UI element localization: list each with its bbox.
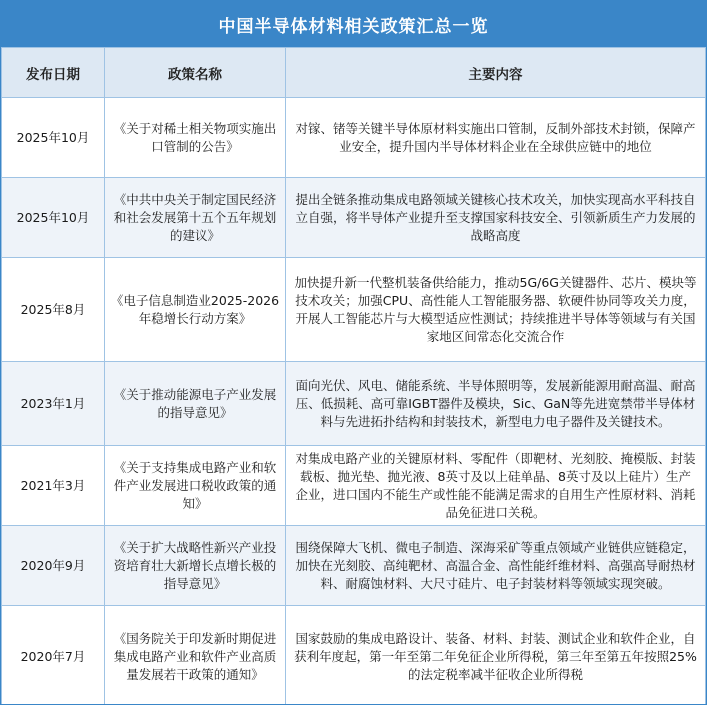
row-date: 2025年10月 <box>2 98 105 178</box>
row-date: 2021年3月 <box>2 446 105 526</box>
row-policy-name: 《电子信息制造业2025-2026年稳增长行动方案》 <box>105 258 286 362</box>
header-name: 政策名称 <box>105 48 286 98</box>
policy-table <box>1 47 706 705</box>
table-row <box>2 606 706 705</box>
row-content: 国家鼓励的集成电路设计、装备、材料、封装、测试企业和软件企业，自获利年度起，第一年至第二年免征企业所得税，第三年至第五年按照25%的法定税率减半征收企业所得税 <box>286 606 706 705</box>
row-date: 2020年7月 <box>2 606 105 705</box>
row-content: 提出全链条推动集成电路领域关键核心技术攻关，加快实现高水平科技自立自强，将半导体产业提升至支撑国家科技安全、引领新质生产力发展的战略高度 <box>286 178 706 258</box>
header-row <box>2 48 706 98</box>
row-date: 2023年1月 <box>2 362 105 446</box>
table-title: 中国半导体材料相关政策汇总一览 <box>1 1 706 47</box>
row-policy-name: 《关于推动能源电子产业发展的指导意见》 <box>105 362 286 446</box>
row-content: 加快提升新一代整机装备供给能力，推动5G/6G关键器件、芯片、模块等技术攻关；加强CPU、高性能人工智能服务器、软硬件协同等攻关力度，开展人工智能芯片与大模型适应性测试；持续推进半导体等领域与有关国家地区间常态化交流合作 <box>286 258 706 362</box>
header-content: 主要内容 <box>286 48 706 98</box>
table-row <box>2 178 706 258</box>
row-date: 2025年10月 <box>2 178 105 258</box>
row-policy-name: 《国务院关于印发新时期促进集成电路产业和软件产业高质量发展若干政策的通知》 <box>105 606 286 705</box>
row-policy-name: 《关于支持集成电路产业和软件产业发展进口税收政策的通知》 <box>105 446 286 526</box>
table-row <box>2 446 706 526</box>
header-date: 发布日期 <box>2 48 105 98</box>
table-row <box>2 362 706 446</box>
row-date: 2025年8月 <box>2 258 105 362</box>
row-policy-name: 《关于对稀土相关物项实施出口管制的公告》 <box>105 98 286 178</box>
table-row <box>2 258 706 362</box>
row-content: 围绕保障大飞机、微电子制造、深海采矿等重点领域产业链供应链稳定，加快在光刻胶、高纯靶材、高温合金、高性能纤维材料、高强高导耐热材料、耐腐蚀材料、大尺寸硅片、电子封装材料等领域实现突破。 <box>286 526 706 606</box>
row-date: 2020年9月 <box>2 526 105 606</box>
table-row <box>2 526 706 606</box>
row-policy-name: 《中共中央关于制定国民经济和社会发展第十五个五年规划的建议》 <box>105 178 286 258</box>
table-row <box>2 98 706 178</box>
row-content: 对镓、锗等关键半导体原材料实施出口管制，反制外部技术封锁，保障产业安全，提升国内半导体材料企业在全球供应链中的地位 <box>286 98 706 178</box>
row-content: 对集成电路产业的关键原材料、零配件（即靶材、光刻胶、掩模版、封装载板、抛光垫、抛光液、8英寸及以上硅单晶、8英寸及以上硅片）生产企业，进口国内不能生产或性能不能满足需求的自用生产性原材料、消耗品免征进口关税。 <box>286 446 706 526</box>
row-content: 面向光伏、风电、储能系统、半导体照明等，发展新能源用耐高温、耐高压、低损耗、高可靠IGBT器件及模块，Sic、GaN等先进宽禁带半导体材料与先进拓扑结构和封装技术，新型电力电子器件及关键技术。 <box>286 362 706 446</box>
row-policy-name: 《关于扩大战略性新兴产业投资培育壮大新增长点增长极的指导意见》 <box>105 526 286 606</box>
